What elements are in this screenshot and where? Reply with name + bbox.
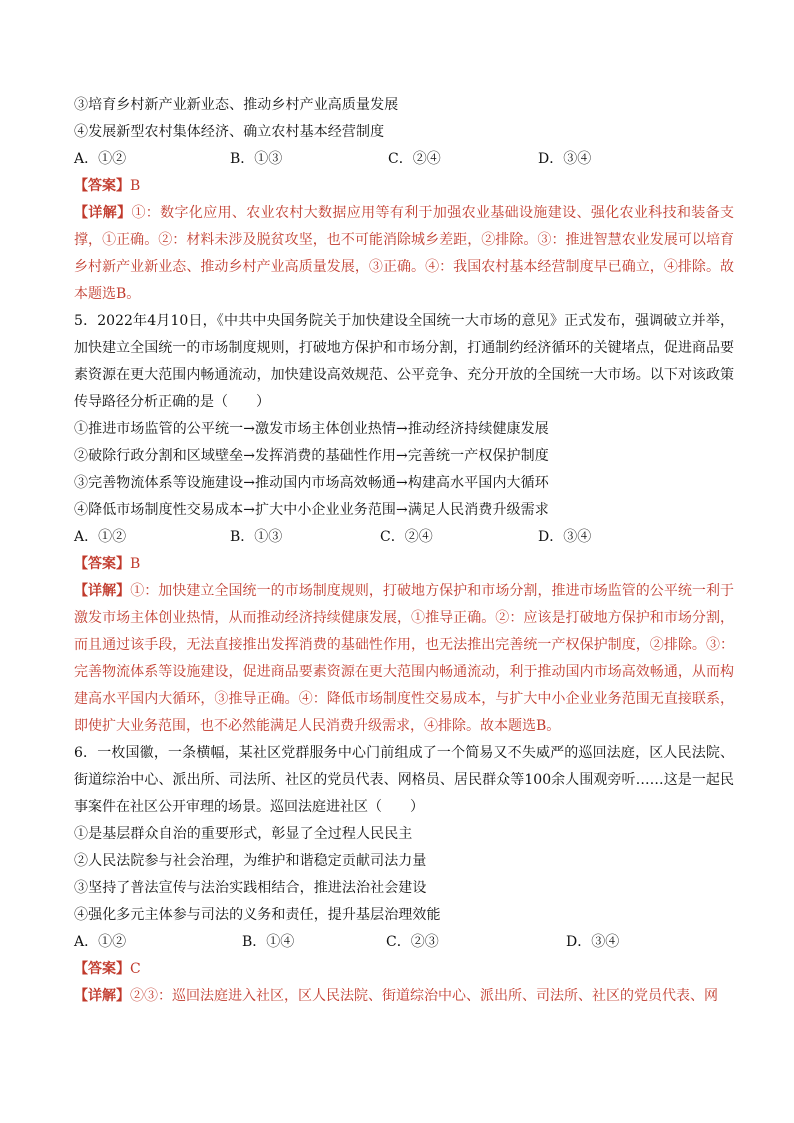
q4-option-a[interactable]: A．①② bbox=[74, 151, 127, 167]
q6-option-d[interactable]: D．③④ bbox=[566, 934, 620, 950]
exam-page bbox=[74, 92, 734, 1010]
q5-options bbox=[74, 524, 734, 551]
q5-option-c[interactable]: C．②④ bbox=[380, 529, 433, 545]
q4-item-4: ④发展新型农村集体经济、确立农村基本经营制度 bbox=[74, 124, 385, 140]
detail-tag: 【详解】 bbox=[74, 205, 132, 221]
q6-option-a[interactable]: A．①② bbox=[74, 934, 127, 950]
q5-option-d[interactable]: D．③④ bbox=[538, 529, 592, 545]
answer-tag: 【答案】 bbox=[74, 556, 130, 572]
question-4 bbox=[74, 92, 734, 308]
q5-option-a[interactable]: A．①② bbox=[74, 529, 127, 545]
q5-item-4: ④降低市场制度性交易成本→扩大中小企业业务范围→满足人民消费升级需求 bbox=[74, 502, 549, 518]
q6-item-2: ②人民法院参与社会治理，为维护和谐稳定贡献司法力量 bbox=[74, 853, 427, 869]
q5-detail bbox=[74, 578, 734, 740]
q6-options bbox=[74, 929, 734, 956]
detail-tag: 【详解】 bbox=[74, 583, 131, 599]
q6-stem: 6．一枚国徽，一条横幅，某社区党群服务中心门前组成了一个简易又不失威严的巡回法庭，区人民法院、街道综治中心、派出所、司法所、社区的党员代表、网格员、居民群众等100余人围观旁听……这是一起民事案件在社区公开审理的场景。巡回法庭进社区（ ） bbox=[74, 745, 734, 815]
q6-item-4: ④强化多元主体参与司法的义务和责任，提升基层治理效能 bbox=[74, 907, 441, 923]
detail-text: ②③：巡回法庭进入社区，区人民法院、街道综治中心、派出所、司法所、社区的党员代表、网 bbox=[130, 988, 718, 1004]
answer-value: B bbox=[130, 178, 141, 194]
q4-answer bbox=[74, 173, 734, 200]
question-6 bbox=[74, 740, 734, 1010]
answer-tag: 【答案】 bbox=[74, 961, 130, 977]
q6-option-c[interactable]: C．②③ bbox=[386, 934, 439, 950]
answer-tag: 【答案】 bbox=[74, 178, 130, 194]
q4-option-d[interactable]: D．③④ bbox=[538, 151, 592, 167]
q6-item-3: ③坚持了普法宣传与法治实践相结合，推进法治社会建设 bbox=[74, 880, 427, 896]
q5-item-1: ①推进市场监管的公平统一→激发市场主体创业热情→推动经济持续健康发展 bbox=[74, 421, 549, 437]
q5-option-b[interactable]: B．①③ bbox=[230, 529, 283, 545]
q5-item-2: ②破除行政分割和区域壁垒→发挥消费的基础性作用→完善统一产权保护制度 bbox=[74, 448, 549, 464]
q6-detail bbox=[74, 983, 734, 1010]
detail-text: ①：加快建立全国统一的市场制度规则，打破地方保护和市场分割，推进市场监管的公平统一利于激发市场主体创业热情，从而推动经济持续健康发展，①推导正确。②：应该是打破地方保护和市场分割，而且通过该手段，无法直接推出发挥消费的基础性作用，也无法推出完善统一产权保护制度，②排除。③：完善物流体系等设施建设，促进商品要素资源在更大范围内畅通流动，利于推动国内市场高效畅通，从而构建高水平国内大循环，③推导正确。④：降低市场制度性交易成本，与扩大中小企业业务范围无直接联系，即使扩大业务范围，也不必然能满足人民消费升级需求，④排除。故本题选B。 bbox=[74, 583, 735, 734]
q4-options bbox=[74, 146, 734, 173]
detail-tag: 【详解】 bbox=[74, 988, 130, 1004]
q4-item-3: ③培育乡村新产业新业态、推动乡村产业高质量发展 bbox=[74, 97, 399, 113]
answer-value: B bbox=[130, 556, 141, 572]
q4-detail bbox=[74, 200, 734, 308]
q4-option-c[interactable]: C．②④ bbox=[388, 151, 441, 167]
q6-item-1: ①是基层群众自治的重要形式，彰显了全过程人民民主 bbox=[74, 826, 413, 842]
q5-stem: 5．2022年4月10日，《中共中央国务院关于加快建设全国统一大市场的意见》正式发布，强调破立并举，加快建立全国统一的市场制度规则，打破地方保护和市场分割，打通制约经济循环的关键堵点，促进商品要素资源在更大范围内畅通流动，加快建设高效规范、公平竞争、充分开放的全国统一大市场。以下对该政策传导路径分析正确的是（ ） bbox=[74, 313, 734, 410]
q5-item-3: ③完善物流体系等设施建设→推动国内市场高效畅通→构建高水平国内大循环 bbox=[74, 475, 549, 491]
detail-text: ①：数字化应用、农业农村大数据应用等有利于加强农业基础设施建设、强化农业科技和装备支撑，①正确。②：材料未涉及脱贫攻坚，也不可能消除城乡差距，②排除。③：推进智慧农业发展可以培育乡村新产业新业态、推动乡村产业高质量发展，③正确。④：我国农村基本经营制度早已确立，④排除。故本题选B。 bbox=[74, 205, 735, 302]
q4-option-b[interactable]: B．①③ bbox=[230, 151, 283, 167]
q5-answer bbox=[74, 551, 734, 578]
question-5 bbox=[74, 308, 734, 740]
q6-answer bbox=[74, 956, 734, 983]
q6-option-b[interactable]: B．①④ bbox=[242, 934, 295, 950]
answer-value: C bbox=[130, 961, 141, 977]
